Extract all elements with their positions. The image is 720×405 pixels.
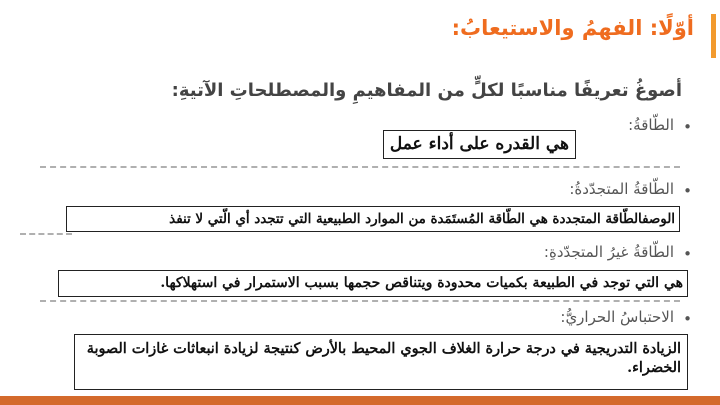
instruction-text: أصوغُ تعريفًا مناسبًا لكلٍّ من المفاهيمِ والمصطلحاتِ الآتيةِ: xyxy=(171,80,682,101)
answer-nonrenewable-energy: هي التي توجد في الطبيعة بكميات محدودة ويتناقص حجمها بسبب الاستمرار في استهلاكها. xyxy=(58,270,688,297)
bullet-3: • xyxy=(683,245,692,263)
answer-renewable-energy: الوصفالطّاقة المتجددة هي الطّاقة المُستَمَدة من الموارد الطبيعية التي تتجدد أي الّتي لا تنفذ xyxy=(66,206,680,232)
dashed-line-2-end xyxy=(20,233,72,235)
answer-global-warming: الزيادة التدريجية في درجة حرارة الغلاف الجوي المحيط بالأرض كنتيجة لزيادة انبعاثات غازات الصوبة الخضراء. xyxy=(74,334,688,390)
term-energy: الطّاقةُ: xyxy=(628,116,674,134)
term-renewable-energy: الطّاقةُ المتجدّدةُ: xyxy=(569,180,674,198)
bullet-1: • xyxy=(683,118,692,136)
term-nonrenewable-energy: الطّاقةُ غيرُ المتجدّدةِ: xyxy=(543,243,674,261)
section-title: أوّلًا: الفهمُ والاستيعابُ: xyxy=(451,16,694,40)
bullet-4: • xyxy=(683,310,692,328)
answer-energy: هي القدره على أداء عمل xyxy=(383,130,576,159)
dashed-line-3 xyxy=(40,300,680,302)
bullet-2: • xyxy=(683,182,692,200)
bottom-accent-bar xyxy=(0,396,720,405)
dashed-line-1 xyxy=(40,166,680,168)
section-accent-bar xyxy=(711,14,716,58)
term-global-warming: الاحتباسُ الحراريُّ: xyxy=(560,308,674,326)
